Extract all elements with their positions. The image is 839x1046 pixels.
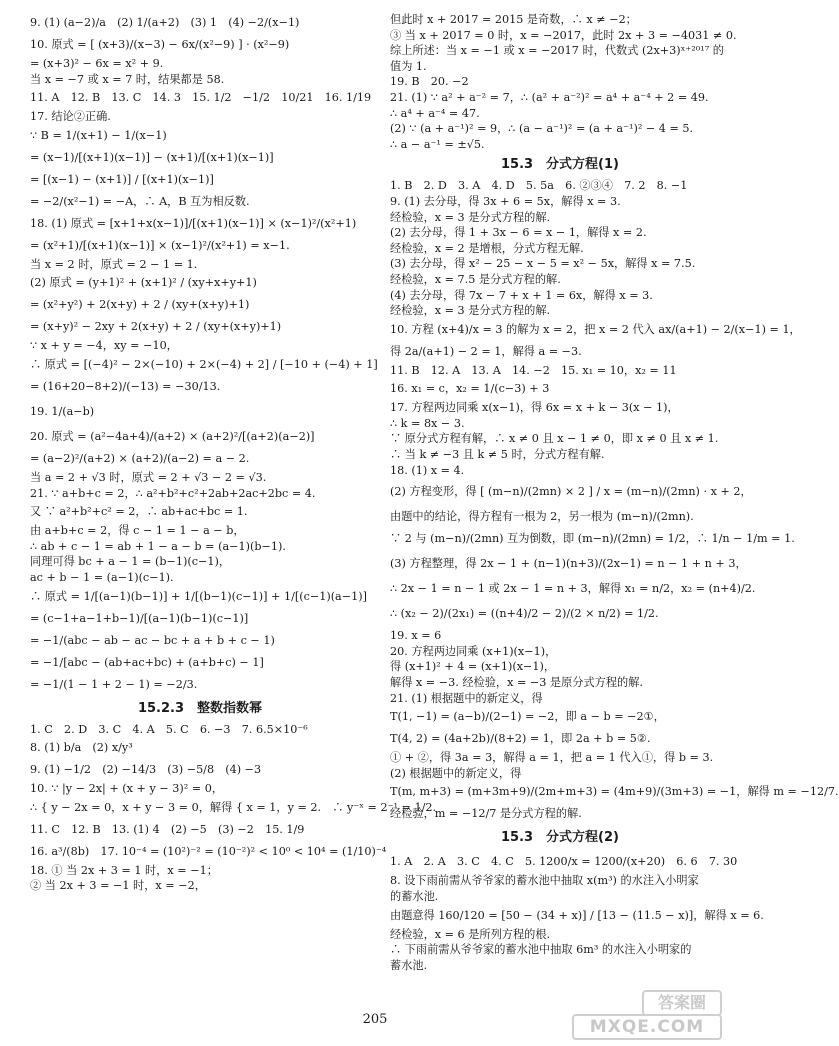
answer-line: (2) 方程变形，得 [ (m−n)/(2mn) × 2 ] / x = (m−n)/(2mn) · x + 2， — [390, 485, 752, 499]
answer-line: 经检验，x = 3 是分式方程的解. — [390, 210, 551, 224]
answer-line: 9. (1) −1/2 (2) −14/3 (3) −5/8 (4) −3 — [30, 763, 262, 777]
answer-line: 由 a+b+c = 2，得 c − 1 = 1 − a − b， — [30, 524, 245, 538]
answer-line: = (x²+1)/[(x+1)(x−1)] × (x−1)²/(x²+1) = x−1. — [30, 238, 290, 252]
answer-line: 当 x = 2 时，原式 = 2 − 1 = 1. — [30, 257, 198, 271]
answer-line: 9. (1) 去分母，得 3x + 6 = 5x，解得 x = 3. — [390, 194, 621, 208]
answer-line: ∴ 下雨前需从爷爷家的蓄水池中抽取 6m³ 的水注入小明家的 — [390, 943, 692, 957]
answer-line: ∴ k = 8x − 3. — [390, 416, 465, 430]
answer-line: 18. ① 当 2x + 3 = 1 时，x = −1； — [30, 863, 218, 877]
answer-line: 蓄水池. — [390, 958, 428, 972]
answer-line: 经检验，x = 7.5 是分式方程的解. — [390, 272, 561, 286]
left-answer-lines — [30, 12, 378, 696]
answer-line: 11. C 12. B 13. (1) 4 (2) −5 (3) −2 15. 1/9 — [30, 822, 305, 836]
answer-line: = (x²+y²) + 2(x+y) + 2 / (xy+(x+y)+1) — [30, 298, 250, 312]
left-answer-lines-2 — [30, 722, 437, 894]
answer-line: ∴ 原式 = [(−4)² − 2×(−10) + 2×(−4) + 2] / [−10 + (−4) + 1] — [30, 357, 378, 371]
watermark-top-text: 答案圈 — [642, 990, 722, 1016]
answer-line: 但此时 x + 2017 = 2015 是奇数，∴ x ≠ −2； — [390, 13, 637, 26]
answer-line: 10. 方程 (x+4)/x = 3 的解为 x = 2，把 x = 2 代入 ax/(a+1) − 2/(x−1) = 1， — [390, 322, 801, 336]
answer-line: = −1/(abc − ab − ac − bc + a + b + c − 1) — [30, 633, 275, 647]
answer-line: 17. 方程两边同乘 x(x−1)，得 6x = x + k − 3(x − 1)， — [390, 401, 679, 415]
answer-line: = −1/[abc − (ab+ac+bc) + (a+b+c) − 1] — [30, 655, 264, 669]
answer-line: (2) 去分母，得 1 + 3x − 6 = x − 1，解得 x = 2. — [390, 226, 647, 240]
answer-line: 16. a³/(8b) 17. 10⁻⁴ = (10²)⁻² = (10⁻²)² < 10⁰ < 10⁴ = (1/10)⁻⁴ — [30, 844, 387, 858]
answer-line: 当 a = 2 + √3 时，原式 = 2 + √3 − 2 = √3. — [30, 470, 267, 484]
answer-line: ∵ 原分式方程有解，∴ x ≠ 0 且 x − 1 ≠ 0，即 x ≠ 0 且 x ≠ 1. — [390, 432, 719, 446]
answer-line: (4) 去分母，得 7x − 7 + x + 1 = 6x，解得 x = 3. — [390, 288, 653, 302]
answer-line: 经检验，x = 3 是分式方程的解. — [390, 304, 551, 318]
answer-line: 综上所述：当 x = −1 或 x = −2017 时，代数式 (2x+3)ˣ⁺²⁰¹⁷ 的 — [390, 44, 724, 58]
answer-line: ∵ B = 1/(x+1) − 1/(x−1) — [30, 128, 167, 142]
answer-line: 解得 x = −3. 经检验，x = −3 是原分式方程的解. — [390, 676, 643, 690]
answer-line: = (16+20−8+2)/(−13) = −30/13. — [30, 379, 221, 393]
section-heading-fractional-equation-1: 15.3 分式方程(1) — [500, 157, 619, 173]
answer-line: 经检验，x = 6 是所列方程的根. — [390, 927, 551, 941]
answer-line: T(4, 2) = (4a+2b)/(8+2) = 1，即 2a + b = 5②. — [390, 732, 651, 746]
answer-line: 19. 1/(a−b) — [30, 404, 95, 418]
answer-line: 当 x = −7 或 x = 7 时，结果都是 58. — [30, 72, 225, 86]
answer-line: (3) 方程整理，得 2x − 1 + (n−1)(n+3)/(2x−1) = n − 1 + n + 3， — [390, 557, 747, 571]
answer-line: 18. (1) 原式 = [x+1+x(x−1)]/[(x+1)(x−1)] × (x−1)²/(x²+1) — [30, 216, 357, 230]
answer-line: = (x+3)² − 6x = x² + 9. — [30, 57, 164, 70]
answer-line: 20. 原式 = (a²−4a+4)/(a+2) × (a+2)²/[(a+2)(a−2)] — [30, 429, 315, 443]
answer-line: ∴ a⁴ + a⁻⁴ = 47. — [390, 106, 480, 120]
answer-line: ∴ 原式 = 1/[(a−1)(b−1)] + 1/[(b−1)(c−1)] + 1/[(c−1)(a−1)] — [30, 589, 367, 603]
answer-line: 21. (1) 根据题中的新定义，得 — [390, 691, 543, 705]
answer-line: ∴ 当 k ≠ −3 且 k ≠ 5 时，分式方程有解. — [390, 448, 605, 462]
answer-line: 19. B 20. −2 — [390, 75, 469, 89]
answer-line: 的蓄水池. — [390, 890, 439, 903]
answer-line: 经检验，x = 2 是增根，分式方程无解. — [390, 241, 584, 255]
answer-line: 16. x₁ = c，x₂ = 1/(c−3) + 3 — [390, 382, 550, 396]
answer-line: = [(x−1) − (x+1)] / [(x+1)(x−1)] — [30, 172, 214, 186]
answer-line: ① + ②，得 3a = 3，解得 a = 1，把 a = 1 代入①，得 b = 3. — [390, 751, 714, 765]
answer-line: 19. x = 6 — [390, 629, 442, 643]
answer-line: (2) 根据题中的新定义，得 — [390, 766, 522, 780]
answer-line: ③ 当 x + 2017 = 0 时，x = −2017，此时 2x + 3 = −4031 ≠ 0. — [390, 28, 737, 42]
answer-line: 20. 方程两边同乘 (x+1)(x−1)， — [390, 644, 557, 658]
right-answer-lines-2 — [390, 178, 839, 825]
answer-line: 1. B 2. D 3. A 4. D 5. 5a 6. ②③④ 7. 2 8. −1 — [390, 179, 688, 193]
answer-line: 由题意得 160/120 = [50 − (34 + x)] / [13 − (11.5 − x)]，解得 x = 6. — [390, 908, 764, 922]
answer-line: ∵ x + y = −4，xy = −10， — [30, 339, 178, 353]
answer-line: ∴ ab + c − 1 = ab + 1 − a − b = (a−1)(b−1). — [30, 539, 286, 553]
answer-line: ∴ a − a⁻¹ = ±√5. — [390, 137, 485, 151]
right-answer-lines-1 — [390, 12, 737, 152]
answer-line: 21. (1) ∵ a² + a⁻² = 7，∴ (a² + a⁻²)² = a⁴ + a⁻⁴ + 2 = 49. — [390, 90, 709, 104]
answer-line: T(m, m+3) = (m+3m+9)/(2m+m+3) = (4m+9)/(3m+3) = −1，解得 m = −12/7. — [390, 785, 839, 799]
answer-line: 10. ∵ |y − 2x| + (x + y − 3)² = 0， — [30, 782, 224, 796]
right-column — [390, 12, 839, 973]
section-heading-integer-exponents: 15.2.3 整数指数幂 — [137, 700, 263, 716]
right-answer-lines-3 — [390, 851, 764, 973]
answer-line: = (x−1)/[(x+1)(x−1)] − (x+1)/[(x+1)(x−1)] — [30, 150, 274, 164]
watermark-logo — [572, 990, 722, 1038]
answer-line: ∴ 2x − 1 = n − 1 或 2x − 1 = n + 3，解得 x₁ = n/2，x₂ = (n+4)/2. — [390, 582, 756, 596]
watermark-bottom-text: MXQE.COM — [572, 1014, 722, 1040]
answer-line: 11. A 12. B 13. C 14. 3 15. 1/2 −1/2 10/21 16. 1/19 — [30, 91, 372, 105]
answer-line: 1. A 2. A 3. C 4. C 5. 1200/x = 1200/(x+20) 6. 6 7. 30 — [390, 855, 738, 869]
answer-line: 10. 原式 = [ (x+3)/(x−3) − 6x/(x²−9) ] · (x²−9) — [30, 38, 290, 51]
answer-line: ∴ { y − 2x = 0，x + y − 3 = 0，解得 { x = 1，y = 2. ∴ y⁻ˣ = 2⁻¹ = 1/2. — [30, 800, 437, 814]
answer-line: (2) 原式 = (y+1)² + (x+1)² / (xy+x+y+1) — [30, 276, 257, 290]
answer-line: = (a−2)²/(a+2) × (a+2)/(a−2) = a − 2. — [30, 451, 250, 465]
answer-line: = −1/(1 − 1 + 2 − 1) = −2/3. — [30, 677, 198, 691]
answer-line: 值为 1. — [390, 59, 427, 73]
answer-line: = −2/(x²−1) = −A，∴ A，B 互为相反数. — [30, 194, 250, 208]
answer-line: 21. ∵ a+b+c = 2，∴ a²+b²+c²+2ab+2ac+2bc = 4. — [30, 486, 316, 500]
answer-line: ∵ 2 与 (m−n)/(2mn) 互为倒数，即 (m−n)/(2mn) = 1/2，∴ 1/n − 1/m = 1. — [390, 532, 795, 546]
answer-line: 同理可得 bc + a − 1 = (b−1)(c−1)， — [30, 555, 231, 569]
page-number: 205 — [362, 1012, 388, 1027]
answer-line: 8. 设下雨前需从爷爷家的蓄水池中抽取 x(m³) 的水注入小明家 — [390, 874, 699, 888]
answer-line: 1. C 2. D 3. C 4. A 5. C 6. −3 7. 6.5×10⁻⁶ — [30, 722, 308, 736]
answer-line: = (x+y)² − 2xy + 2(x+y) + 2 / (xy+(x+y)+1) — [30, 320, 282, 334]
answer-line: = (c−1+a−1+b−1)/[(a−1)(b−1)(c−1)] — [30, 611, 249, 625]
answer-line: (3) 去分母，得 x² − 25 − x − 5 = x² − 5x，解得 x = 7.5. — [390, 257, 696, 271]
answer-line: 又 ∵ a²+b²+c² = 2，∴ ab+ac+bc = 1. — [30, 505, 248, 519]
answer-line: 得 2a/(a+1) − 2 = 1，解得 a = −3. — [390, 344, 582, 358]
answer-line: 由题中的结论，得方程有一根为 2，另一根为 (m−n)/(2mn). — [390, 510, 694, 524]
answer-line: ac + b − 1 = (a−1)(c−1). — [30, 570, 174, 584]
answer-line: 17. 结论②正确. — [30, 110, 111, 124]
answer-line: T(1, −1) = (a−b)/(2−1) = −2，即 a − b = −2①， — [390, 710, 665, 724]
answer-line: 11. B 12. A 13. A 14. −2 15. x₁ = 10，x₂ = 11 — [390, 363, 677, 377]
answer-line: ② 当 2x + 3 = −1 时，x = −2， — [30, 879, 206, 893]
answer-line: (2) ∵ (a + a⁻¹)² = 9，∴ (a − a⁻¹)² = (a + a⁻¹)² − 4 = 5. — [390, 122, 694, 136]
answer-line: ∴ (x₂ − 2)/(2x₁) = ((n+4)/2 − 2)/(2 × n/2) = 1/2. — [390, 607, 659, 621]
section-heading-fractional-equation-2: 15.3 分式方程(2) — [500, 830, 619, 846]
answer-line: 经检验，m = −12/7 是分式方程的解. — [390, 807, 582, 821]
answer-line: 得 (x+1)² + 4 = (x+1)(x−1)， — [390, 660, 556, 674]
answer-line: 8. (1) b/a (2) x/y³ — [30, 741, 133, 755]
answer-line: 18. (1) x = 4. — [390, 463, 465, 477]
answer-line: 9. (1) (a−2)/a (2) 1/(a+2) (3) 1 (4) −2/(x−1) — [30, 16, 300, 29]
